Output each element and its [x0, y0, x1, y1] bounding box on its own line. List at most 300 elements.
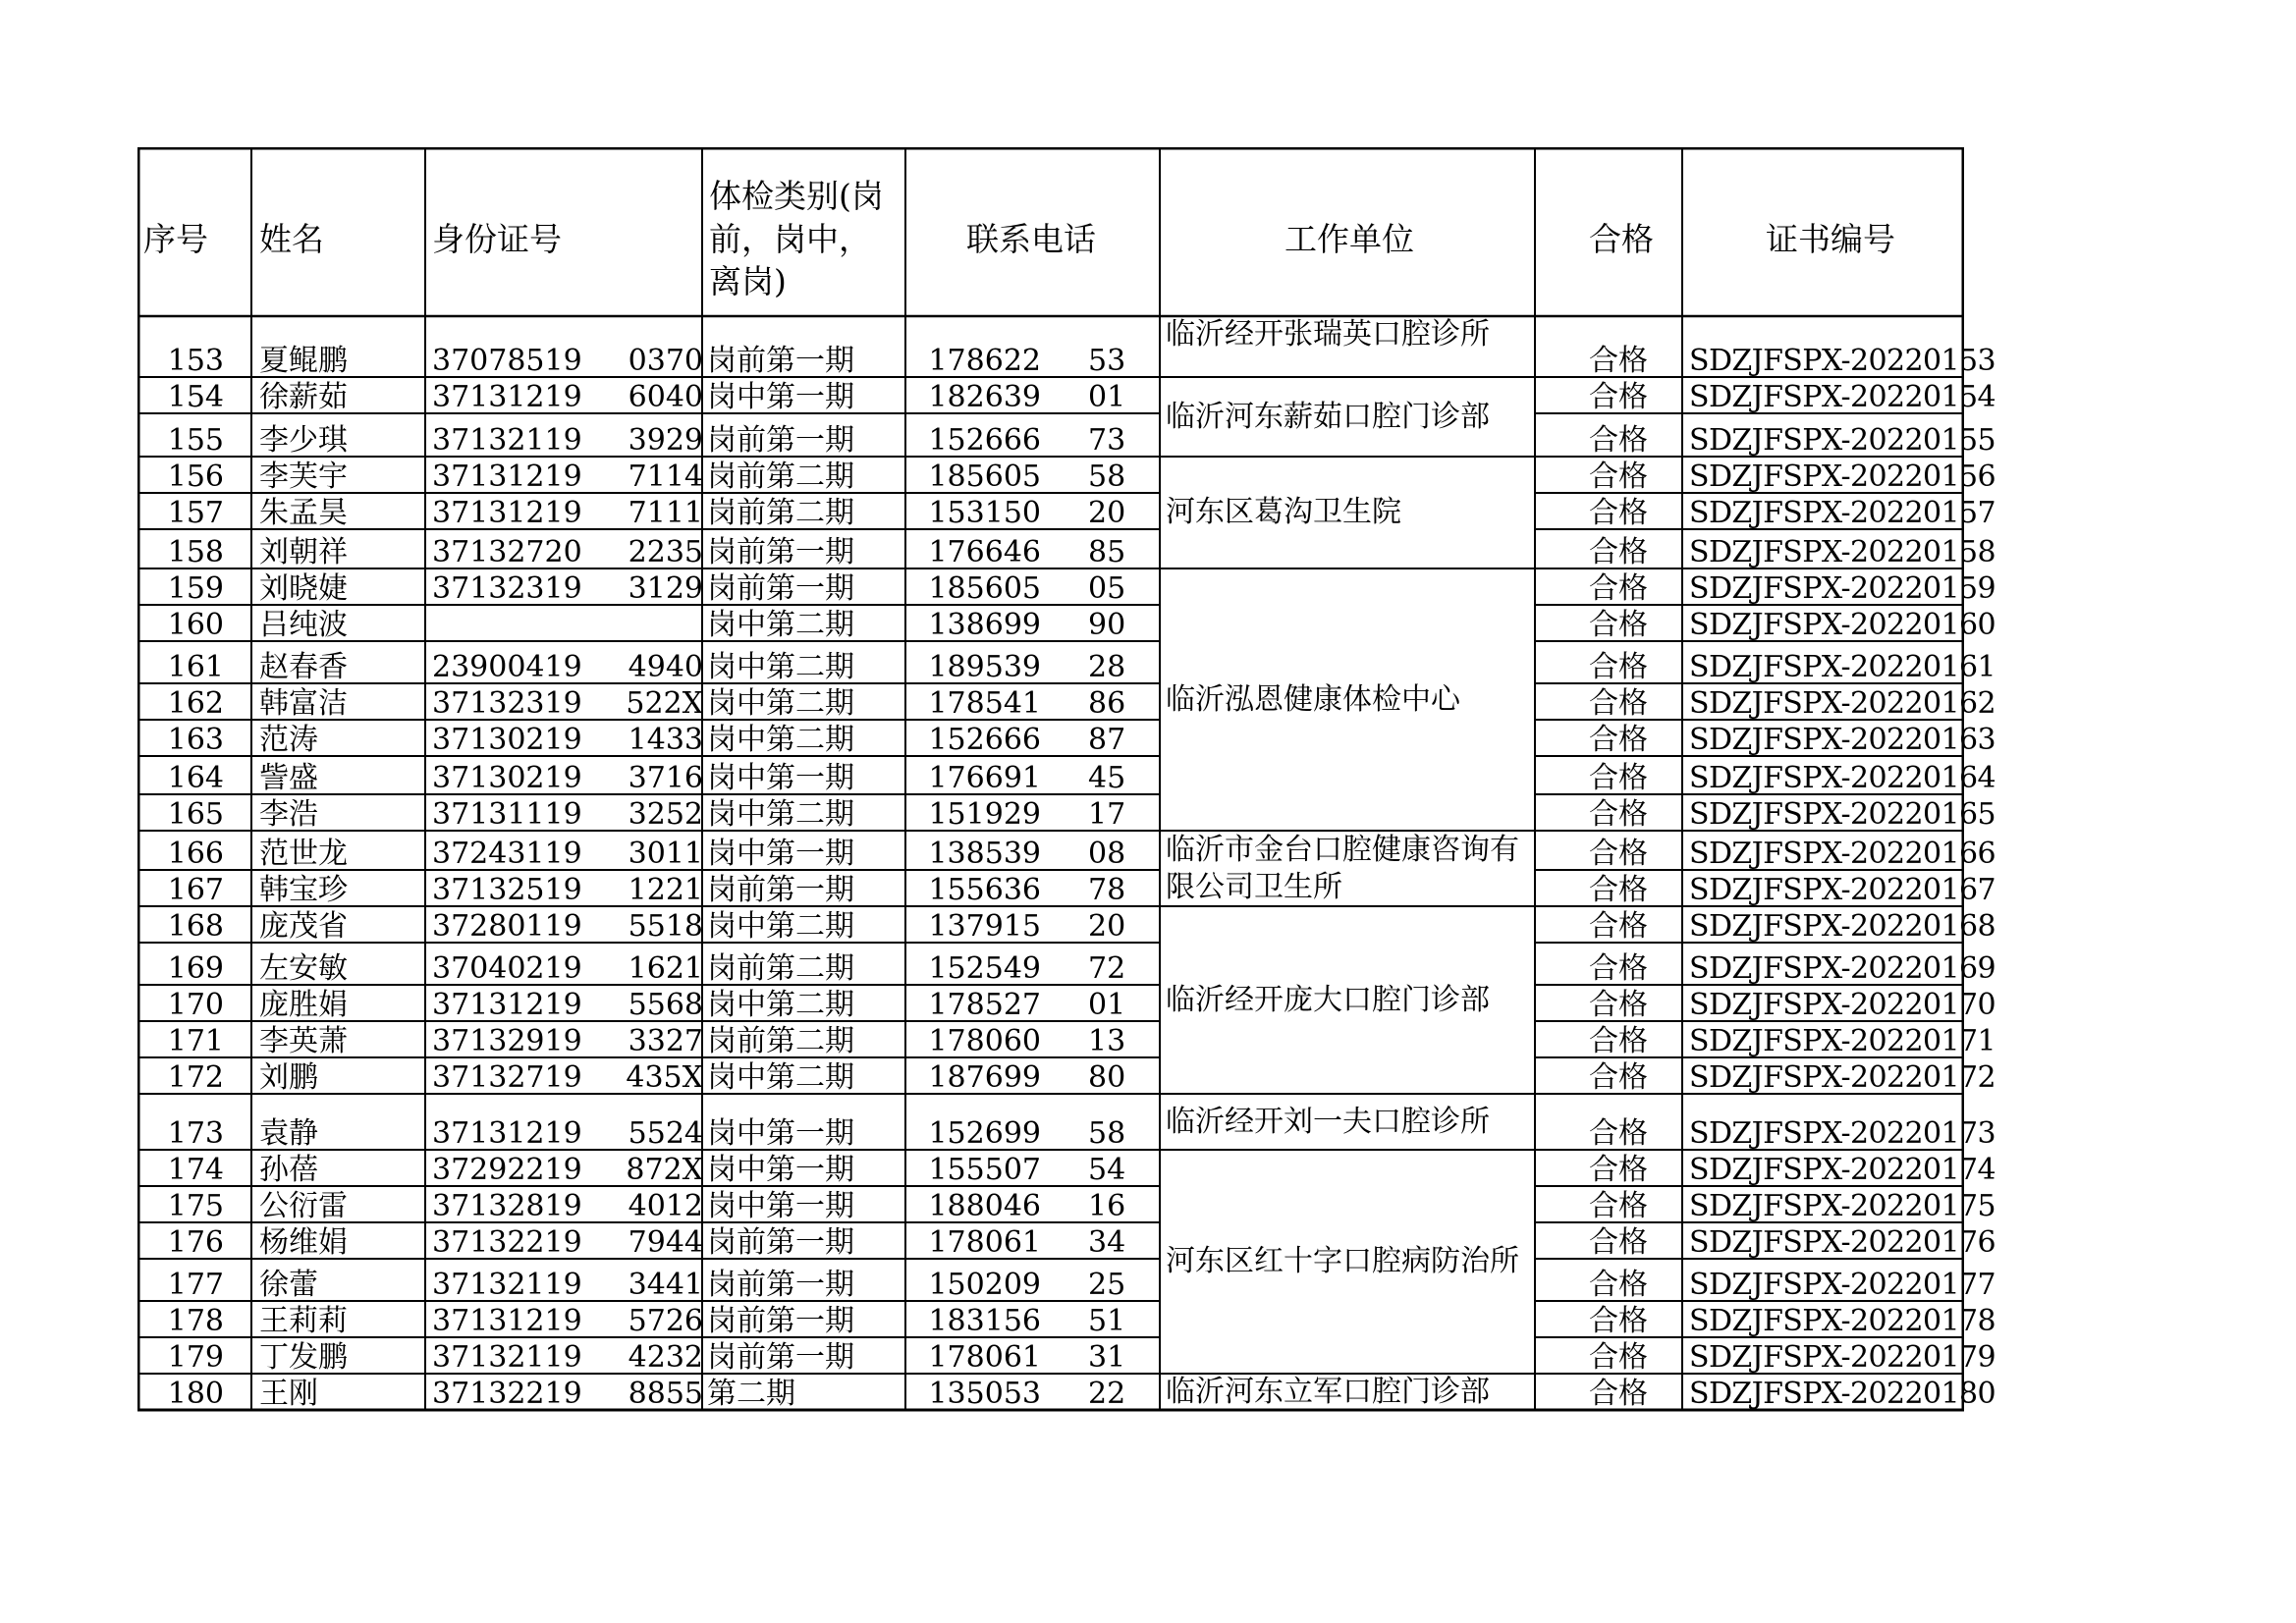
row-phone-prefix: 178541: [928, 686, 1041, 721]
row-pass: 合格: [1589, 873, 1648, 907]
row-pass: 合格: [1589, 686, 1648, 721]
row-cert-number: SDZJFSPX-20220166: [1689, 837, 1995, 871]
row-phone-suffix: 01: [1088, 988, 1126, 1022]
row-name: 韩宝珍: [259, 873, 348, 907]
row-id-prefix: 37132720: [432, 535, 582, 569]
row-exam-type: 岗前第二期: [707, 951, 854, 986]
row-cert-number: SDZJFSPX-20220179: [1689, 1340, 1995, 1375]
row-name: 李少琪: [259, 423, 348, 458]
row-id-suffix: 0370: [628, 344, 703, 378]
work-unit-cell: [1166, 377, 1533, 457]
row-name: 左安敏: [259, 951, 348, 986]
row-exam-type: 岗中第一期: [707, 1189, 854, 1223]
row-id-suffix: 2235: [628, 535, 703, 569]
row-name: 徐蕾: [259, 1268, 318, 1302]
row-exam-type: 岗中第二期: [707, 650, 854, 684]
row-name: 吕纯波: [259, 608, 348, 642]
row-cert-number: SDZJFSPX-20220176: [1689, 1225, 1995, 1260]
row-id-suffix: 7111: [628, 496, 703, 530]
work-unit-line: 临沂河东立军口腔门诊部: [1166, 1374, 1490, 1409]
row-cert-number: SDZJFSPX-20220180: [1689, 1377, 1995, 1411]
row-name: 公衍雷: [259, 1189, 348, 1223]
row-id-prefix: 37132919: [432, 1024, 582, 1058]
row-id-suffix: 5518: [628, 909, 703, 944]
row-phone-prefix: 155636: [928, 873, 1041, 907]
row-id-suffix: 1221: [628, 873, 703, 907]
row-phone-suffix: 08: [1088, 837, 1126, 871]
header-exam-type: [709, 175, 884, 303]
row-pass: 合格: [1589, 496, 1648, 530]
row-phone-suffix: 72: [1088, 951, 1126, 986]
table-row: [137, 1057, 1995, 1095]
row-id-prefix: 37132119: [432, 1268, 582, 1302]
row-phone-prefix: 155507: [928, 1153, 1041, 1187]
row-seq: 167: [167, 873, 224, 907]
table-row: [137, 794, 1995, 832]
row-pass: 合格: [1589, 1225, 1648, 1260]
row-cert-number: SDZJFSPX-20220170: [1689, 988, 1995, 1022]
header-exam-type-line: 前，岗中，: [709, 219, 871, 258]
row-id-prefix: 37132719: [432, 1060, 582, 1095]
header-id: 身份证号: [432, 220, 562, 258]
row-seq: 166: [167, 837, 224, 871]
row-exam-type: 岗中第一期: [707, 761, 854, 795]
row-id-prefix: 37132819: [432, 1189, 582, 1223]
row-phone-prefix: 138699: [928, 608, 1041, 642]
work-unit-line: 临沂经开庞大口腔门诊部: [1166, 982, 1490, 1017]
row-cert-number: SDZJFSPX-20220162: [1689, 686, 1995, 721]
row-cert-number: SDZJFSPX-20220167: [1689, 873, 1995, 907]
work-unit-line: 临沂经开张瑞英口腔诊所: [1166, 317, 1490, 352]
header-cert: 证书编号: [1766, 220, 1895, 258]
row-cert-number: SDZJFSPX-20220169: [1689, 951, 1995, 986]
row-seq: 172: [167, 1060, 224, 1095]
row-id-suffix: 3929: [628, 423, 703, 458]
header-name: 姓名: [259, 220, 324, 258]
row-phone-suffix: 28: [1088, 650, 1126, 684]
row-pass: 合格: [1589, 988, 1648, 1022]
row-id-suffix: 7114: [628, 460, 703, 494]
row-seq: 162: [167, 686, 224, 721]
row-id-suffix: 3129: [628, 571, 703, 606]
row-cert-number: SDZJFSPX-20220161: [1689, 650, 1995, 684]
row-pass: 合格: [1589, 723, 1648, 757]
row-id-suffix: 4012: [628, 1189, 703, 1223]
row-cert-number: SDZJFSPX-20220174: [1689, 1153, 1995, 1187]
row-id-prefix: 37280119: [432, 909, 582, 944]
work-unit-line: 临沂市金台口腔健康咨询有: [1166, 832, 1519, 867]
row-exam-type: 第二期: [707, 1377, 795, 1411]
roster-table: [137, 147, 1995, 1463]
table-row: [137, 1021, 1995, 1058]
row-id-suffix: 8855: [628, 1377, 703, 1411]
row-exam-type: 岗中第一期: [707, 1116, 854, 1151]
row-phone-prefix: 150209: [928, 1268, 1041, 1302]
row-name: 范涛: [259, 723, 318, 757]
row-name: 庞胜娟: [259, 988, 348, 1022]
row-id-suffix: 3441: [628, 1268, 703, 1302]
row-id-prefix: 37131119: [432, 797, 582, 832]
table-row: [137, 985, 1995, 1022]
row-cert-number: SDZJFSPX-20220177: [1689, 1268, 1995, 1302]
row-phone-suffix: 22: [1088, 1377, 1126, 1411]
row-id-suffix: 3252: [628, 797, 703, 832]
row-cert-number: SDZJFSPX-20220155: [1689, 423, 1995, 458]
row-exam-type: 岗前第一期: [707, 1340, 854, 1375]
row-exam-type: 岗中第二期: [707, 797, 854, 832]
row-phone-suffix: 05: [1088, 571, 1126, 606]
work-unit-cell: [1166, 1094, 1533, 1150]
row-phone-prefix: 185605: [928, 460, 1041, 494]
row-phone-suffix: 13: [1088, 1024, 1126, 1058]
row-phone-suffix: 34: [1088, 1225, 1126, 1260]
row-id-suffix: 522X: [626, 686, 703, 721]
row-pass: 合格: [1589, 837, 1648, 871]
row-phone-suffix: 20: [1088, 496, 1126, 530]
row-seq: 168: [167, 909, 224, 944]
row-name: 丁发鹏: [259, 1340, 348, 1375]
row-seq: 157: [167, 496, 224, 530]
row-name: 訾盛: [259, 761, 318, 795]
row-name: 韩富洁: [259, 686, 348, 721]
row-pass: 合格: [1589, 1189, 1648, 1223]
row-phone-prefix: 152549: [928, 951, 1041, 986]
row-id-suffix: 7944: [628, 1225, 703, 1260]
row-id-suffix: 3011: [628, 837, 703, 871]
row-exam-type: 岗前第一期: [707, 423, 854, 458]
row-seq: 159: [167, 571, 224, 606]
row-seq: 161: [167, 650, 224, 684]
row-pass: 合格: [1589, 761, 1648, 795]
row-phone-prefix: 188046: [928, 1189, 1041, 1223]
row-cert-number: SDZJFSPX-20220154: [1689, 380, 1995, 414]
table-row: [137, 1094, 1995, 1151]
work-unit-line: 河东区红十字口腔病防治所: [1166, 1244, 1519, 1278]
row-cert-number: SDZJFSPX-20220159: [1689, 571, 1995, 606]
row-phone-prefix: 185605: [928, 571, 1041, 606]
row-phone-prefix: 178527: [928, 988, 1041, 1022]
table-row: [137, 641, 1995, 684]
row-id-suffix: 1621: [628, 951, 703, 986]
row-id-prefix: 23900419: [432, 650, 582, 684]
row-phone-prefix: 182639: [928, 380, 1041, 414]
work-unit-cell: [1166, 906, 1533, 1094]
row-name: 徐薪茹: [259, 380, 348, 414]
row-seq: 177: [167, 1268, 224, 1302]
row-phone-suffix: 51: [1088, 1304, 1126, 1338]
work-unit-cell: [1166, 1150, 1533, 1374]
row-id-prefix: 37078519: [432, 344, 582, 378]
row-phone-prefix: 135053: [928, 1377, 1041, 1411]
row-id-prefix: 37132219: [432, 1225, 582, 1260]
row-cert-number: SDZJFSPX-20220158: [1689, 535, 1995, 569]
row-id-prefix: 37131219: [432, 1304, 582, 1338]
row-name: 朱孟昊: [259, 496, 348, 530]
row-name: 刘晓婕: [259, 571, 348, 606]
row-exam-type: 岗中第一期: [707, 1153, 854, 1187]
row-pass: 合格: [1589, 1377, 1648, 1411]
row-id-suffix: 872X: [626, 1153, 703, 1187]
work-unit-cell: [1166, 568, 1533, 831]
row-seq: 158: [167, 535, 224, 569]
row-pass: 合格: [1589, 1060, 1648, 1095]
row-pass: 合格: [1589, 909, 1648, 944]
row-seq: 174: [167, 1153, 224, 1187]
row-phone-prefix: 189539: [928, 650, 1041, 684]
row-id-suffix: 3327: [628, 1024, 703, 1058]
row-exam-type: 岗中第二期: [707, 608, 854, 642]
row-phone-suffix: 45: [1088, 761, 1126, 795]
row-seq: 155: [167, 423, 224, 458]
row-id-prefix: 37292219: [432, 1153, 582, 1187]
table-row: [137, 493, 1995, 530]
row-id-prefix: 37130219: [432, 723, 582, 757]
row-pass: 合格: [1589, 1024, 1648, 1058]
row-pass: 合格: [1589, 1153, 1648, 1187]
row-phone-prefix: 138539: [928, 837, 1041, 871]
table-row: [137, 831, 1995, 871]
row-cert-number: SDZJFSPX-20220153: [1689, 344, 1995, 378]
row-id-suffix: 5524: [628, 1116, 703, 1151]
row-exam-type: 岗前第一期: [707, 1268, 854, 1302]
work-unit-cell: [1166, 316, 1533, 377]
row-seq: 156: [167, 460, 224, 494]
row-id-prefix: 37131219: [432, 380, 582, 414]
row-phone-prefix: 152666: [928, 423, 1041, 458]
row-seq: 176: [167, 1225, 224, 1260]
row-name: 赵春香: [259, 650, 348, 684]
row-exam-type: 岗中第二期: [707, 723, 854, 757]
row-id-prefix: 37132319: [432, 686, 582, 721]
table-row: [137, 1301, 1995, 1338]
header-pass: 合格: [1589, 220, 1654, 258]
table-row: [137, 413, 1995, 458]
row-name: 孙蓓: [259, 1153, 318, 1187]
row-exam-type: 岗前第一期: [707, 1304, 854, 1338]
row-id-suffix: 3716: [628, 761, 703, 795]
work-unit-line: 临沂经开刘一夫口腔诊所: [1166, 1104, 1490, 1139]
row-pass: 合格: [1589, 951, 1648, 986]
row-seq: 175: [167, 1189, 224, 1223]
row-phone-prefix: 176691: [928, 761, 1041, 795]
row-id-suffix: 435X: [626, 1060, 703, 1095]
row-name: 庞茂省: [259, 909, 348, 944]
row-id-prefix: 37040219: [432, 951, 582, 986]
row-id-prefix: 37132319: [432, 571, 582, 606]
row-cert-number: SDZJFSPX-20220178: [1689, 1304, 1995, 1338]
row-seq: 170: [167, 988, 224, 1022]
row-id-suffix: 1433: [628, 723, 703, 757]
table-row: [137, 316, 1995, 378]
table-row: [137, 1222, 1995, 1260]
row-exam-type: 岗前第二期: [707, 460, 854, 494]
row-phone-prefix: 152666: [928, 723, 1041, 757]
row-exam-type: 岗前第二期: [707, 1024, 854, 1058]
header-exam-type-line: 离岗): [709, 262, 787, 301]
row-phone-prefix: 178061: [928, 1225, 1041, 1260]
row-phone-prefix: 176646: [928, 535, 1041, 569]
row-pass: 合格: [1589, 423, 1648, 458]
row-name: 李浩: [259, 797, 318, 832]
row-phone-suffix: 17: [1088, 797, 1126, 832]
row-seq: 169: [167, 951, 224, 986]
row-phone-suffix: 58: [1088, 460, 1126, 494]
row-phone-prefix: 137915: [928, 909, 1041, 944]
work-unit-cell: [1166, 457, 1533, 568]
work-unit-line: 临沂河东薪茹口腔门诊部: [1166, 399, 1490, 434]
row-exam-type: 岗中第二期: [707, 988, 854, 1022]
row-phone-suffix: 16: [1088, 1189, 1126, 1223]
row-id-prefix: 37130219: [432, 761, 582, 795]
row-name: 杨维娟: [259, 1225, 348, 1260]
row-seq: 163: [167, 723, 224, 757]
row-phone-suffix: 31: [1088, 1340, 1126, 1375]
row-exam-type: 岗中第一期: [707, 380, 854, 414]
row-seq: 154: [167, 380, 224, 414]
row-name: 刘朝祥: [259, 535, 348, 569]
row-id-suffix: 4940: [628, 650, 703, 684]
row-name: 夏鲲鹏: [259, 344, 348, 378]
row-phone-prefix: 178060: [928, 1024, 1041, 1058]
row-cert-number: SDZJFSPX-20220163: [1689, 723, 1995, 757]
table-row: [137, 605, 1995, 642]
row-cert-number: SDZJFSPX-20220164: [1689, 761, 1995, 795]
row-name: 袁静: [259, 1116, 318, 1151]
row-pass: 合格: [1589, 797, 1648, 832]
row-phone-prefix: 183156: [928, 1304, 1041, 1338]
row-phone-prefix: 187699: [928, 1060, 1041, 1095]
row-phone-suffix: 86: [1088, 686, 1126, 721]
row-phone-suffix: 54: [1088, 1153, 1126, 1187]
row-name: 王莉莉: [259, 1304, 348, 1338]
row-phone-suffix: 53: [1088, 344, 1126, 378]
row-phone-suffix: 80: [1088, 1060, 1126, 1095]
row-exam-type: 岗前第一期: [707, 344, 854, 378]
row-seq: 160: [167, 608, 224, 642]
row-pass: 合格: [1589, 1304, 1648, 1338]
table-row: [137, 1150, 1995, 1187]
row-id-prefix: 37131219: [432, 460, 582, 494]
row-cert-number: SDZJFSPX-20220173: [1689, 1116, 1995, 1151]
row-exam-type: 岗前第一期: [707, 535, 854, 569]
table-row: [137, 529, 1995, 569]
table-row: [137, 1337, 1995, 1375]
row-exam-type: 岗中第二期: [707, 1060, 854, 1095]
table-row: [137, 377, 1995, 414]
row-exam-type: 岗中第二期: [707, 686, 854, 721]
row-id-prefix: 37131219: [432, 988, 582, 1022]
row-cert-number: SDZJFSPX-20220160: [1689, 608, 1995, 642]
row-exam-type: 岗前第一期: [707, 571, 854, 606]
row-name: 范世龙: [259, 837, 348, 871]
table-row: [137, 1259, 1995, 1302]
row-cert-number: SDZJFSPX-20220156: [1689, 460, 1995, 494]
header-unit: 工作单位: [1285, 220, 1414, 258]
row-cert-number: SDZJFSPX-20220165: [1689, 797, 1995, 832]
row-seq: 178: [167, 1304, 224, 1338]
row-exam-type: 岗中第一期: [707, 837, 854, 871]
table-row: [137, 756, 1995, 795]
row-exam-type: 岗前第一期: [707, 873, 854, 907]
row-pass: 合格: [1589, 344, 1648, 378]
row-id-suffix: 6040: [628, 380, 703, 414]
row-name: 李英萧: [259, 1024, 348, 1058]
work-unit-line: 临沂泓恩健康体检中心: [1166, 681, 1460, 717]
row-id-prefix: 37132519: [432, 873, 582, 907]
row-name: 王刚: [259, 1377, 318, 1411]
row-id-prefix: 37131219: [432, 1116, 582, 1151]
row-pass: 合格: [1589, 1116, 1648, 1151]
row-name: 刘鹏: [259, 1060, 318, 1095]
row-id-suffix: 4232: [628, 1340, 703, 1375]
row-phone-suffix: 87: [1088, 723, 1126, 757]
table-row: [137, 943, 1995, 986]
row-seq: 179: [167, 1340, 224, 1375]
row-seq: 171: [167, 1024, 224, 1058]
row-name: 李芙宇: [259, 460, 348, 494]
row-id-prefix: 37243119: [432, 837, 582, 871]
work-unit-line: 河东区葛沟卫生院: [1166, 495, 1401, 529]
row-id-suffix: 5568: [628, 988, 703, 1022]
row-exam-type: 岗前第一期: [707, 1225, 854, 1260]
row-cert-number: SDZJFSPX-20220171: [1689, 1024, 1995, 1058]
row-seq: 164: [167, 761, 224, 795]
row-phone-suffix: 85: [1088, 535, 1126, 569]
row-phone-suffix: 01: [1088, 380, 1126, 414]
header-seq: 序号: [143, 220, 208, 258]
row-exam-type: 岗中第二期: [707, 909, 854, 944]
row-phone-suffix: 25: [1088, 1268, 1126, 1302]
row-pass: 合格: [1589, 1340, 1648, 1375]
row-pass: 合格: [1589, 535, 1648, 569]
row-exam-type: 岗前第二期: [707, 496, 854, 530]
table-row: [137, 457, 1995, 494]
row-phone-suffix: 78: [1088, 873, 1126, 907]
row-phone-suffix: 20: [1088, 909, 1126, 944]
row-seq: 173: [167, 1116, 224, 1151]
work-unit-cell: [1166, 831, 1533, 906]
row-phone-suffix: 73: [1088, 423, 1126, 458]
row-cert-number: SDZJFSPX-20220157: [1689, 496, 1995, 530]
row-id-suffix: 5726: [628, 1304, 703, 1338]
row-phone-prefix: 152699: [928, 1116, 1041, 1151]
row-phone-prefix: 151929: [928, 797, 1041, 832]
row-phone-suffix: 90: [1088, 608, 1126, 642]
row-id-prefix: 37131219: [432, 496, 582, 530]
row-cert-number: SDZJFSPX-20220172: [1689, 1060, 1995, 1095]
work-unit-cell: [1166, 1374, 1533, 1410]
row-id-prefix: 37132119: [432, 1340, 582, 1375]
row-id-prefix: 37132219: [432, 1377, 582, 1411]
row-seq: 165: [167, 797, 224, 832]
row-id-prefix: 37132119: [432, 423, 582, 458]
header-phone: 联系电话: [966, 220, 1096, 258]
row-phone-suffix: 58: [1088, 1116, 1126, 1151]
row-pass: 合格: [1589, 1268, 1648, 1302]
table-row: [137, 683, 1995, 721]
row-pass: 合格: [1589, 460, 1648, 494]
row-cert-number: SDZJFSPX-20220168: [1689, 909, 1995, 944]
table-row: [137, 906, 1995, 944]
row-pass: 合格: [1589, 380, 1648, 414]
row-pass: 合格: [1589, 650, 1648, 684]
row-seq: 153: [167, 344, 224, 378]
row-cert-number: SDZJFSPX-20220175: [1689, 1189, 1995, 1223]
work-unit-line: 限公司卫生所: [1166, 869, 1342, 904]
table-row: [137, 870, 1995, 907]
table-row: [137, 1186, 1995, 1223]
row-seq: 180: [167, 1377, 224, 1411]
